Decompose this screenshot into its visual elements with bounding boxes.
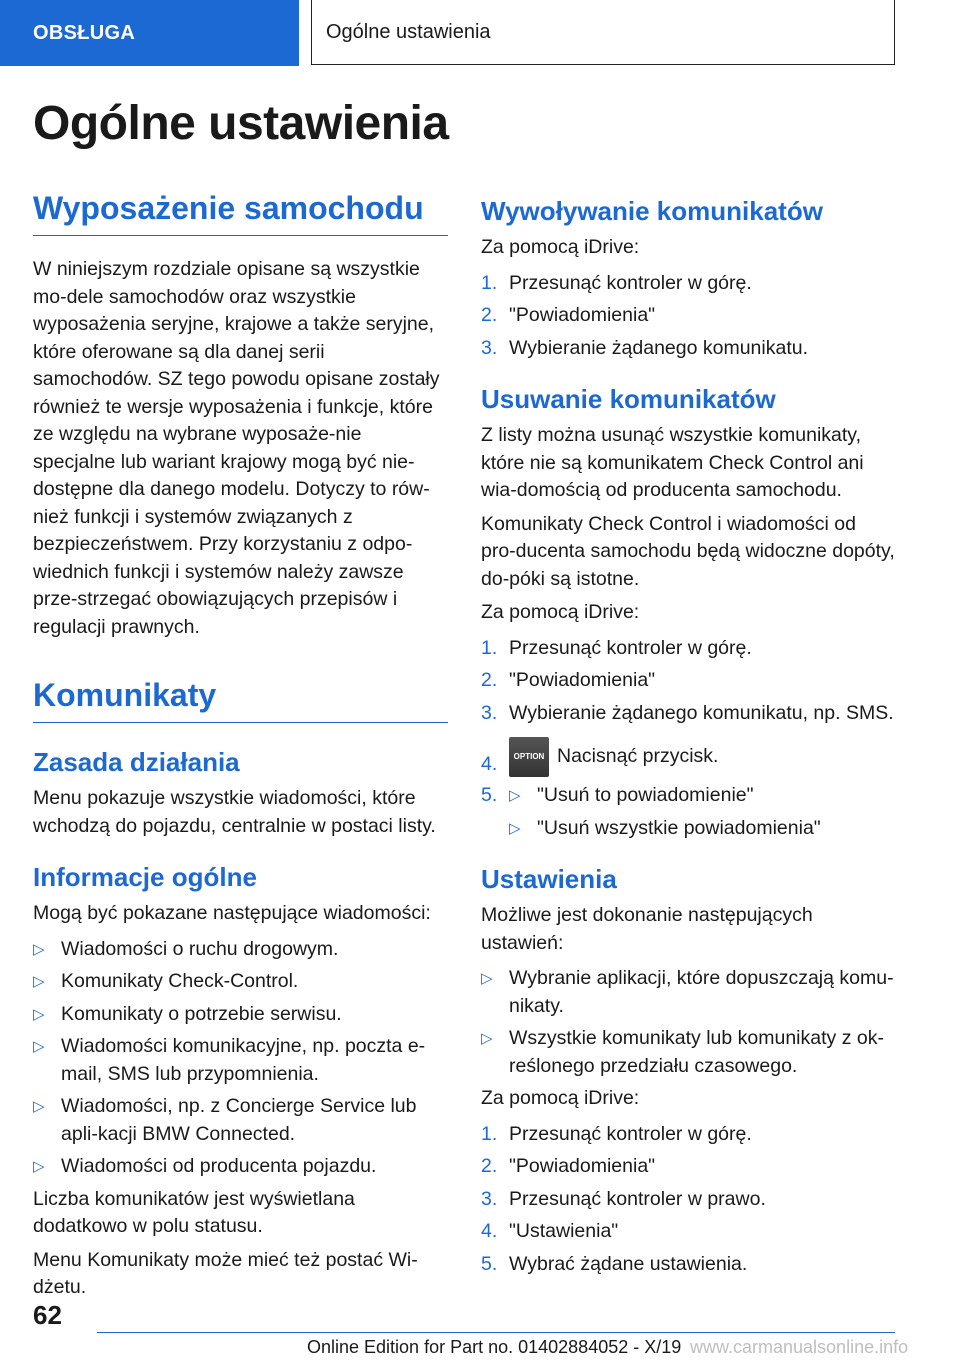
paragraph-counter-info: Liczba komunikatów jest wyświetlana dodatkowo w polu statusu. bbox=[33, 1187, 355, 1237]
triangle-bullet-icon: ▷ bbox=[509, 819, 521, 837]
list-item: ▷ Wszystkie komunikaty lub komunikaty z ok-reślonego przedziału czasowego. bbox=[481, 1027, 884, 1077]
triangle-bullet-icon: ▷ bbox=[481, 1030, 493, 1047]
steps-wywolywanie bbox=[481, 270, 896, 363]
steps-usuwanie bbox=[481, 635, 896, 843]
paragraph-zasada: Menu pokazuje wszystkie wiadomości, które wchodzą do pojazdu, centralnie w postaci listy. bbox=[33, 787, 436, 837]
list-item: 4. "Ustawienia" bbox=[481, 1220, 619, 1242]
paragraph-wyposazenie: W niniejszym rozdziale opisane są wszystkie mo-dele samochodów oraz wszystkie wyposażenia seryjne, krajowe a także seryjne, które oferowane są dla danej serii samochodów. SZ tego powodu opisane zostały również te wersje wyposażenia i funkcje, które ze względu na wybrane wyposaże-nie specjalne lub wariant krajowy mogą być nie-dostępne dla danego modelu. Dotyczy to rów-nież funkcji i systemów związanych z bezpieczeństwem. Przy korzystaniu z odpo-wiednich funkcji i systemów należy zawsze prze-strzegać obowiązujących przepisów i regulacji prawnych. bbox=[33, 258, 440, 638]
list-item: ▷ Wiadomości komunikacyjne, np. poczta e-mail, SMS lub przypomnienia. bbox=[33, 1035, 426, 1085]
steps-ustawienia bbox=[481, 1121, 896, 1279]
paragraph-ustawienia-intro2: Za pomocą iDrive: bbox=[481, 1087, 640, 1109]
triangle-bullet-icon: ▷ bbox=[509, 787, 521, 804]
header-section-label: OBSŁUGA bbox=[33, 21, 136, 44]
footer-edition: Online Edition for Part no. 01402884052 - X/19 bbox=[307, 1337, 682, 1357]
list-item: 1. Przesunąć kontroler w górę. bbox=[481, 1122, 752, 1145]
list-item: 2. "Powiadomienia" bbox=[481, 1155, 656, 1177]
list-item: ▷ Komunikaty o potrzebie serwisu. bbox=[33, 1001, 448, 1029]
right-column bbox=[481, 194, 896, 1283]
heading-komunikaty: Komunikaty bbox=[33, 677, 448, 723]
footer-divider bbox=[97, 1332, 895, 1333]
list-item: 1. Przesunąć kontroler w górę. bbox=[481, 271, 752, 294]
watermark: www.carmanualsonline.info bbox=[690, 1337, 909, 1357]
paragraph-wywolywanie-intro: Za pomocą iDrive: bbox=[481, 236, 640, 258]
triangle-bullet-icon: ▷ bbox=[33, 1005, 45, 1023]
page-number: 62 bbox=[33, 1300, 62, 1330]
list-item: 3. Wybieranie żądanego komunikatu, np. SMS. bbox=[481, 701, 894, 724]
heading-zasada: Zasada działania bbox=[33, 747, 240, 777]
header-section-tab bbox=[0, 0, 299, 66]
heading-ustawienia: Ustawienia bbox=[481, 864, 617, 894]
list-item: 2. "Powiadomienia" bbox=[481, 669, 656, 691]
header-chapter-label: Ogólne ustawienia bbox=[326, 20, 491, 43]
paragraph-widget-info: Menu Komunikaty może mieć też postać Wi-dżetu. bbox=[33, 1248, 418, 1298]
list-settings bbox=[481, 965, 896, 1080]
list-item: 2. "Powiadomienia" bbox=[481, 304, 656, 326]
paragraph-usuwanie-1: Z listy można usunąć wszystkie komunikaty, które nie są komunikatem Check Control ani wia-domością od producenta samochodu. bbox=[481, 424, 864, 501]
heading-informacje: Informacje ogólne bbox=[33, 862, 257, 892]
list-item: 4. OPTION Nacisnąć przycisk. bbox=[481, 737, 896, 777]
list-item: ▷ Wybranie aplikacji, które dopuszczają komu-nikaty. bbox=[481, 967, 894, 1017]
list-item: 5. ▷ "Usuń to powiadomienie" ▷ "Usuń wszystkie powiadomienia" bbox=[481, 782, 896, 842]
list-item: 3. Wybieranie żądanego komunikatu. bbox=[481, 336, 809, 359]
triangle-bullet-icon: ▷ bbox=[33, 1098, 45, 1115]
paragraph-usuwanie-intro: Za pomocą iDrive: bbox=[481, 601, 640, 623]
triangle-bullet-icon: ▷ bbox=[33, 940, 45, 958]
header-chapter-box bbox=[311, 0, 895, 65]
page-title: Ogólne ustawienia bbox=[33, 97, 449, 150]
paragraph-usuwanie-2: Komunikaty Check Control i wiadomości od pro-ducenta samochodu będą widoczne dopóty, do-póki są istotne. bbox=[481, 512, 895, 590]
left-column bbox=[33, 190, 448, 1302]
list-item: ▷ "Usuń wszystkie powiadomienia" bbox=[509, 815, 896, 843]
list-item: 1. Przesunąć kontroler w górę. bbox=[481, 636, 752, 659]
option-button-icon: OPTION bbox=[509, 737, 549, 777]
sublist-delete-options bbox=[509, 782, 896, 842]
list-item: ▷ Wiadomości, np. z Concierge Service lub apli-kacji BMW Connected. bbox=[33, 1095, 417, 1145]
list-item: ▷ "Usuń to powiadomienie" bbox=[509, 782, 896, 810]
triangle-bullet-icon: ▷ bbox=[33, 973, 45, 990]
list-item: ▷ Komunikaty Check-Control. bbox=[33, 968, 448, 996]
list-item: 3. Przesunąć kontroler w prawo. bbox=[481, 1187, 766, 1210]
triangle-bullet-icon: ▷ bbox=[481, 970, 493, 987]
list-item: ▷ Wiadomości o ruchu drogowym. bbox=[33, 936, 448, 964]
list-message-types bbox=[33, 936, 448, 1181]
heading-wyposazenie: Wyposażenie samochodu bbox=[33, 190, 448, 236]
heading-wywolywanie: Wywoływanie komunikatów bbox=[481, 196, 823, 226]
paragraph-informacje-intro: Mogą być pokazane następujące wiadomości: bbox=[33, 902, 431, 924]
heading-usuwanie: Usuwanie komunikatów bbox=[481, 384, 776, 414]
triangle-bullet-icon: ▷ bbox=[33, 1158, 45, 1175]
triangle-bullet-icon: ▷ bbox=[33, 1038, 45, 1055]
list-item: ▷ Wiadomości od producenta pojazdu. bbox=[33, 1153, 448, 1181]
list-item: 5. Wybrać żądane ustawienia. bbox=[481, 1252, 748, 1275]
paragraph-ustawienia-intro: Możliwe jest dokonanie następujących ustawień: bbox=[481, 904, 813, 954]
